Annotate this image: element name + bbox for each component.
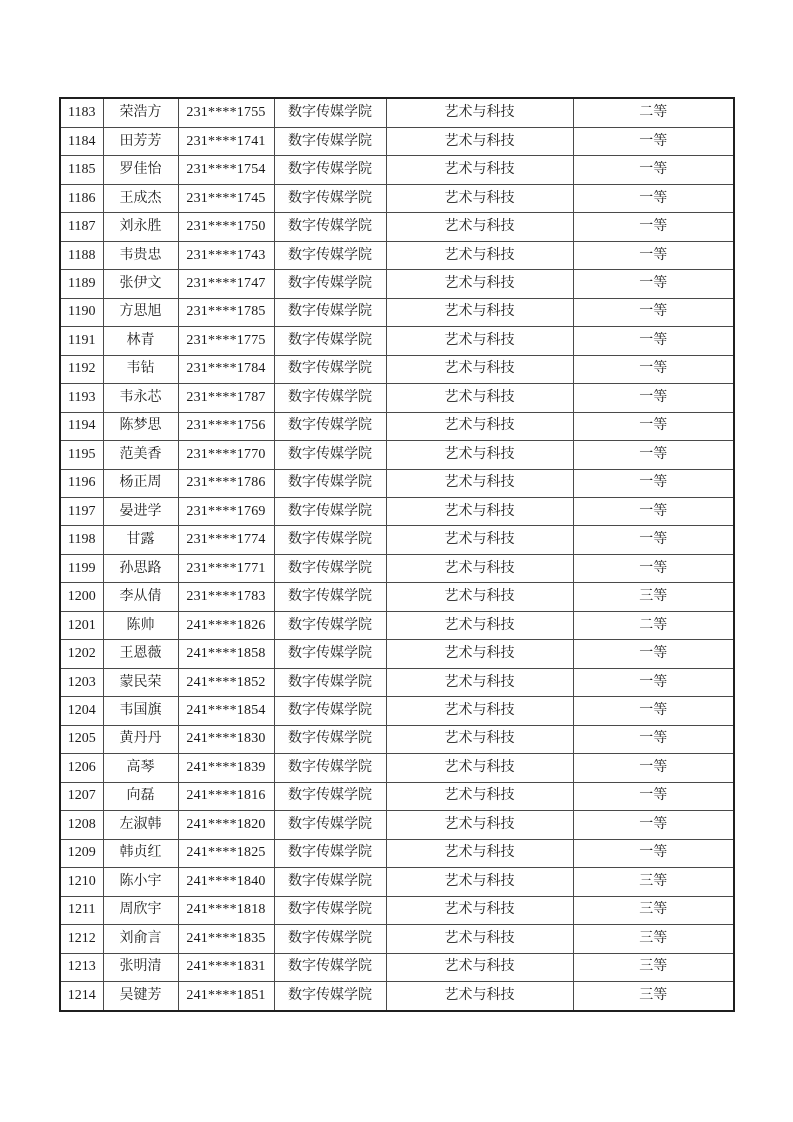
cell-major: 艺术与科技 [386, 298, 573, 326]
table-row [60, 668, 734, 696]
table-row [60, 526, 734, 554]
cell-index: 1196 [60, 469, 103, 497]
cell-index: 1205 [60, 725, 103, 753]
cell-student-id: 231****1755 [178, 98, 274, 127]
table-row [60, 469, 734, 497]
cell-college: 数字传媒学院 [274, 782, 386, 810]
cell-name: 黄丹丹 [103, 725, 178, 753]
cell-name: 罗佳怡 [103, 156, 178, 184]
cell-index: 1212 [60, 925, 103, 953]
cell-award: 一等 [573, 270, 734, 298]
cell-major: 艺术与科技 [386, 469, 573, 497]
cell-award: 一等 [573, 441, 734, 469]
cell-index: 1214 [60, 981, 103, 1011]
cell-index: 1193 [60, 384, 103, 412]
cell-award: 一等 [573, 156, 734, 184]
cell-name: 韦永芯 [103, 384, 178, 412]
cell-college: 数字传媒学院 [274, 384, 386, 412]
cell-student-id: 241****1858 [178, 640, 274, 668]
cell-name: 陈帅 [103, 611, 178, 639]
cell-college: 数字传媒学院 [274, 298, 386, 326]
cell-major: 艺术与科技 [386, 782, 573, 810]
cell-index: 1195 [60, 441, 103, 469]
cell-student-id: 231****1741 [178, 127, 274, 155]
cell-college: 数字传媒学院 [274, 868, 386, 896]
cell-index: 1202 [60, 640, 103, 668]
cell-major: 艺术与科技 [386, 925, 573, 953]
cell-name: 韦贵忠 [103, 241, 178, 269]
cell-college: 数字传媒学院 [274, 412, 386, 440]
award-list-table [59, 97, 735, 1012]
cell-major: 艺术与科技 [386, 725, 573, 753]
cell-award: 三等 [573, 981, 734, 1011]
table-row [60, 327, 734, 355]
cell-index: 1187 [60, 213, 103, 241]
table-row [60, 498, 734, 526]
cell-student-id: 241****1854 [178, 697, 274, 725]
cell-name: 李从倩 [103, 583, 178, 611]
cell-award: 一等 [573, 184, 734, 212]
cell-college: 数字传媒学院 [274, 981, 386, 1011]
cell-major: 艺术与科技 [386, 412, 573, 440]
cell-name: 杨正周 [103, 469, 178, 497]
cell-college: 数字传媒学院 [274, 583, 386, 611]
cell-major: 艺术与科技 [386, 355, 573, 383]
cell-college: 数字传媒学院 [274, 811, 386, 839]
table-row [60, 811, 734, 839]
cell-name: 蒙民荣 [103, 668, 178, 696]
table-row [60, 640, 734, 668]
cell-award: 一等 [573, 526, 734, 554]
cell-award: 一等 [573, 839, 734, 867]
cell-name: 刘永胜 [103, 213, 178, 241]
cell-index: 1213 [60, 953, 103, 981]
cell-student-id: 231****1745 [178, 184, 274, 212]
cell-college: 数字传媒学院 [274, 127, 386, 155]
cell-major: 艺术与科技 [386, 270, 573, 298]
cell-student-id: 231****1756 [178, 412, 274, 440]
cell-major: 艺术与科技 [386, 498, 573, 526]
cell-student-id: 241****1831 [178, 953, 274, 981]
cell-major: 艺术与科技 [386, 184, 573, 212]
cell-award: 一等 [573, 697, 734, 725]
table-row [60, 184, 734, 212]
cell-student-id: 231****1785 [178, 298, 274, 326]
cell-student-id: 231****1750 [178, 213, 274, 241]
cell-college: 数字传媒学院 [274, 156, 386, 184]
table-row [60, 270, 734, 298]
table-row [60, 697, 734, 725]
cell-major: 艺术与科技 [386, 327, 573, 355]
cell-major: 艺术与科技 [386, 754, 573, 782]
cell-name: 甘露 [103, 526, 178, 554]
cell-award: 一等 [573, 554, 734, 582]
cell-student-id: 241****1820 [178, 811, 274, 839]
cell-college: 数字传媒学院 [274, 327, 386, 355]
cell-award: 一等 [573, 355, 734, 383]
cell-award: 一等 [573, 782, 734, 810]
cell-student-id: 241****1825 [178, 839, 274, 867]
cell-index: 1192 [60, 355, 103, 383]
cell-name: 左淑韩 [103, 811, 178, 839]
cell-award: 二等 [573, 98, 734, 127]
cell-name: 林青 [103, 327, 178, 355]
table-row [60, 355, 734, 383]
cell-index: 1189 [60, 270, 103, 298]
cell-college: 数字传媒学院 [274, 355, 386, 383]
cell-college: 数字传媒学院 [274, 839, 386, 867]
cell-index: 1210 [60, 868, 103, 896]
cell-major: 艺术与科技 [386, 953, 573, 981]
table-row [60, 839, 734, 867]
cell-student-id: 231****1775 [178, 327, 274, 355]
cell-index: 1197 [60, 498, 103, 526]
cell-index: 1200 [60, 583, 103, 611]
cell-award: 三等 [573, 925, 734, 953]
cell-major: 艺术与科技 [386, 156, 573, 184]
cell-student-id: 241****1826 [178, 611, 274, 639]
cell-index: 1198 [60, 526, 103, 554]
cell-award: 一等 [573, 213, 734, 241]
table-row [60, 868, 734, 896]
cell-major: 艺术与科技 [386, 441, 573, 469]
cell-award: 一等 [573, 412, 734, 440]
table-row [60, 98, 734, 127]
cell-name: 韦钻 [103, 355, 178, 383]
cell-major: 艺术与科技 [386, 811, 573, 839]
cell-name: 范美香 [103, 441, 178, 469]
cell-student-id: 241****1830 [178, 725, 274, 753]
cell-college: 数字传媒学院 [274, 953, 386, 981]
cell-major: 艺术与科技 [386, 839, 573, 867]
cell-name: 张伊文 [103, 270, 178, 298]
cell-college: 数字传媒学院 [274, 498, 386, 526]
cell-student-id: 231****1784 [178, 355, 274, 383]
table-row [60, 754, 734, 782]
table-row [60, 441, 734, 469]
cell-college: 数字传媒学院 [274, 725, 386, 753]
cell-college: 数字传媒学院 [274, 441, 386, 469]
cell-college: 数字传媒学院 [274, 213, 386, 241]
cell-index: 1190 [60, 298, 103, 326]
cell-college: 数字传媒学院 [274, 184, 386, 212]
cell-name: 孙思路 [103, 554, 178, 582]
cell-college: 数字传媒学院 [274, 270, 386, 298]
cell-college: 数字传媒学院 [274, 925, 386, 953]
cell-index: 1209 [60, 839, 103, 867]
cell-name: 高琴 [103, 754, 178, 782]
cell-major: 艺术与科技 [386, 868, 573, 896]
table-row [60, 384, 734, 412]
cell-college: 数字传媒学院 [274, 668, 386, 696]
cell-name: 张明清 [103, 953, 178, 981]
cell-major: 艺术与科技 [386, 583, 573, 611]
cell-index: 1201 [60, 611, 103, 639]
cell-major: 艺术与科技 [386, 127, 573, 155]
cell-index: 1199 [60, 554, 103, 582]
cell-name: 荣浩方 [103, 98, 178, 127]
cell-college: 数字传媒学院 [274, 241, 386, 269]
cell-student-id: 231****1787 [178, 384, 274, 412]
cell-award: 一等 [573, 127, 734, 155]
cell-award: 一等 [573, 384, 734, 412]
cell-index: 1186 [60, 184, 103, 212]
cell-index: 1191 [60, 327, 103, 355]
cell-name: 田芳芳 [103, 127, 178, 155]
cell-major: 艺术与科技 [386, 554, 573, 582]
cell-award: 一等 [573, 241, 734, 269]
cell-student-id: 231****1786 [178, 469, 274, 497]
cell-award: 三等 [573, 583, 734, 611]
cell-award: 一等 [573, 298, 734, 326]
cell-major: 艺术与科技 [386, 896, 573, 924]
cell-index: 1208 [60, 811, 103, 839]
table-row [60, 156, 734, 184]
cell-student-id: 241****1816 [178, 782, 274, 810]
cell-award: 一等 [573, 725, 734, 753]
cell-major: 艺术与科技 [386, 241, 573, 269]
cell-award: 三等 [573, 953, 734, 981]
cell-index: 1204 [60, 697, 103, 725]
cell-index: 1206 [60, 754, 103, 782]
cell-student-id: 231****1743 [178, 241, 274, 269]
table-row [60, 583, 734, 611]
table-row [60, 127, 734, 155]
table-row [60, 554, 734, 582]
cell-student-id: 231****1771 [178, 554, 274, 582]
cell-name: 陈小宇 [103, 868, 178, 896]
cell-award: 一等 [573, 327, 734, 355]
award-table-body [60, 98, 734, 1011]
cell-student-id: 231****1747 [178, 270, 274, 298]
table-row [60, 725, 734, 753]
cell-major: 艺术与科技 [386, 697, 573, 725]
cell-name: 吴键芳 [103, 981, 178, 1011]
cell-student-id: 231****1783 [178, 583, 274, 611]
cell-name: 陈梦思 [103, 412, 178, 440]
cell-index: 1184 [60, 127, 103, 155]
cell-college: 数字传媒学院 [274, 754, 386, 782]
cell-student-id: 241****1840 [178, 868, 274, 896]
cell-major: 艺术与科技 [386, 98, 573, 127]
cell-student-id: 231****1769 [178, 498, 274, 526]
cell-name: 韦国旗 [103, 697, 178, 725]
cell-college: 数字传媒学院 [274, 611, 386, 639]
cell-student-id: 241****1851 [178, 981, 274, 1011]
cell-college: 数字传媒学院 [274, 640, 386, 668]
cell-index: 1183 [60, 98, 103, 127]
cell-major: 艺术与科技 [386, 640, 573, 668]
table-row [60, 412, 734, 440]
cell-college: 数字传媒学院 [274, 526, 386, 554]
table-row [60, 241, 734, 269]
cell-index: 1211 [60, 896, 103, 924]
cell-name: 晏进学 [103, 498, 178, 526]
table-row [60, 925, 734, 953]
cell-award: 三等 [573, 896, 734, 924]
cell-student-id: 241****1818 [178, 896, 274, 924]
cell-major: 艺术与科技 [386, 611, 573, 639]
cell-award: 二等 [573, 611, 734, 639]
cell-award: 一等 [573, 640, 734, 668]
cell-college: 数字传媒学院 [274, 469, 386, 497]
cell-college: 数字传媒学院 [274, 98, 386, 127]
cell-major: 艺术与科技 [386, 981, 573, 1011]
cell-award: 一等 [573, 811, 734, 839]
cell-student-id: 241****1835 [178, 925, 274, 953]
cell-index: 1203 [60, 668, 103, 696]
cell-student-id: 241****1852 [178, 668, 274, 696]
cell-college: 数字传媒学院 [274, 697, 386, 725]
cell-major: 艺术与科技 [386, 213, 573, 241]
cell-name: 向磊 [103, 782, 178, 810]
table-row [60, 953, 734, 981]
table-row [60, 782, 734, 810]
cell-name: 王成杰 [103, 184, 178, 212]
table-row [60, 896, 734, 924]
table-row [60, 298, 734, 326]
table-row [60, 981, 734, 1011]
cell-award: 一等 [573, 668, 734, 696]
cell-major: 艺术与科技 [386, 668, 573, 696]
cell-index: 1207 [60, 782, 103, 810]
cell-award: 三等 [573, 868, 734, 896]
cell-student-id: 231****1754 [178, 156, 274, 184]
cell-name: 方思旭 [103, 298, 178, 326]
cell-major: 艺术与科技 [386, 384, 573, 412]
cell-major: 艺术与科技 [386, 526, 573, 554]
cell-student-id: 231****1770 [178, 441, 274, 469]
cell-college: 数字传媒学院 [274, 896, 386, 924]
table-row [60, 611, 734, 639]
cell-index: 1188 [60, 241, 103, 269]
cell-name: 刘俞言 [103, 925, 178, 953]
cell-college: 数字传媒学院 [274, 554, 386, 582]
cell-index: 1185 [60, 156, 103, 184]
cell-student-id: 241****1839 [178, 754, 274, 782]
cell-award: 一等 [573, 469, 734, 497]
table-row [60, 213, 734, 241]
cell-award: 一等 [573, 754, 734, 782]
cell-name: 王恩薇 [103, 640, 178, 668]
cell-name: 韩贞红 [103, 839, 178, 867]
cell-award: 一等 [573, 498, 734, 526]
cell-name: 周欣宇 [103, 896, 178, 924]
cell-student-id: 231****1774 [178, 526, 274, 554]
cell-index: 1194 [60, 412, 103, 440]
